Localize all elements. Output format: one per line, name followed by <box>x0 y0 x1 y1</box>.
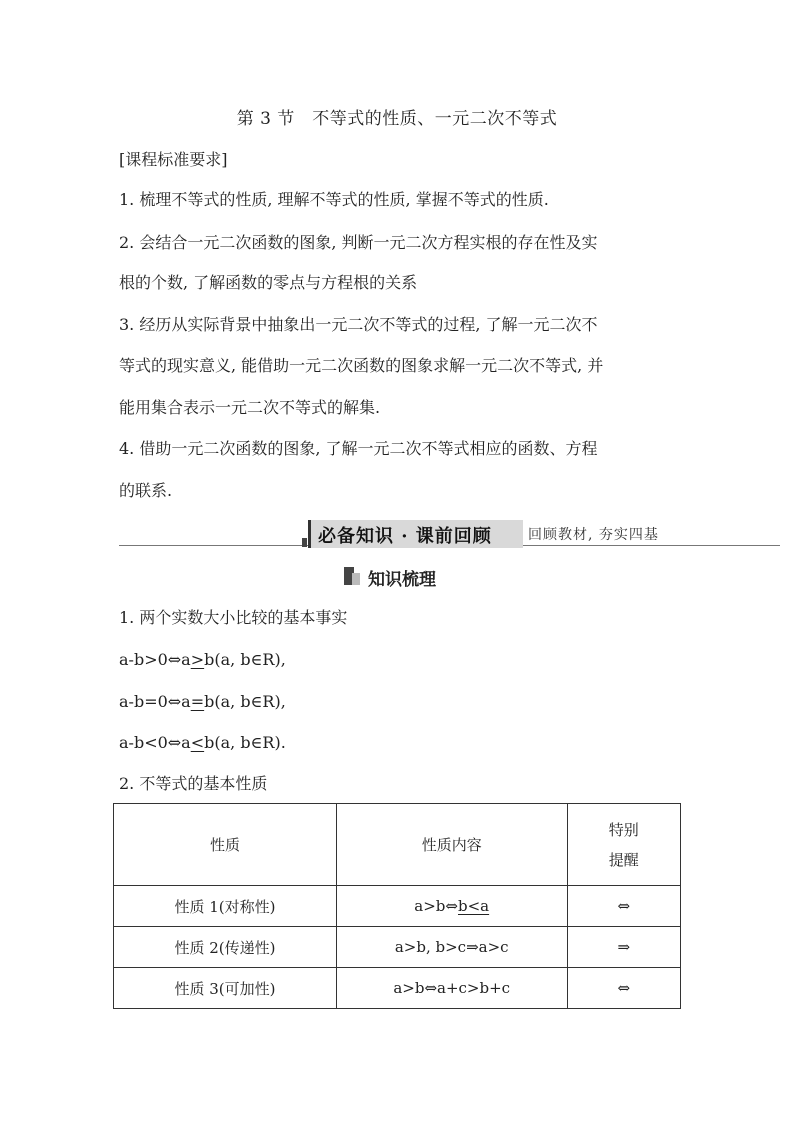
requirement-line: 的联系. <box>119 481 173 500</box>
table-header: 性质 <box>114 804 337 886</box>
banner-marker <box>302 538 307 547</box>
requirement-line: 等式的现实意义, 能借助一元二次函数的图象求解一元二次不等式, 并 <box>119 356 604 375</box>
table-row <box>114 968 681 1009</box>
property-note: ⇒ <box>567 927 681 968</box>
section-title: 知识梳理 <box>368 570 436 590</box>
properties-table <box>113 803 681 1009</box>
answer-blank: < <box>190 733 205 752</box>
property-content: a>b, b>c⇒a>c <box>336 927 567 968</box>
item1-heading: 1. 两个实数大小比较的基本事实 <box>119 608 348 627</box>
item2-heading: 2. 不等式的基本性质 <box>119 774 268 793</box>
section-icon <box>344 567 360 585</box>
table-header: 特别提醒 <box>567 804 681 886</box>
answer-blank: > <box>190 650 205 669</box>
banner-subtitle: 回顾教材, 夯实四基 <box>528 527 659 543</box>
comparison-row: a-b=0⇔a=b(a, b∈R), <box>119 692 286 711</box>
requirements-heading: [课程标准要求] <box>119 150 228 169</box>
requirement-line: 4. 借助一元二次函数的图象, 了解一元二次不等式相应的函数、方程 <box>119 439 598 458</box>
table-row <box>114 927 681 968</box>
property-name: 性质 3(可加性) <box>114 968 337 1009</box>
requirement-line: 1. 梳理不等式的性质, 理解不等式的性质, 掌握不等式的性质. <box>119 190 549 209</box>
requirement-line: 能用集合表示一元二次不等式的解集. <box>119 398 381 417</box>
requirement-line: 2. 会结合一元二次函数的图象, 判断一元二次方程实根的存在性及实 <box>119 233 598 252</box>
table-header: 性质内容 <box>336 804 567 886</box>
banner-label: 必备知识 · 课前回顾 <box>318 526 492 547</box>
property-content: a>b⇔b<a <box>336 886 567 927</box>
property-name: 性质 2(传递性) <box>114 927 337 968</box>
requirement-line: 3. 经历从实际背景中抽象出一元二次不等式的过程, 了解一元二次不 <box>119 315 598 334</box>
answer-blank: = <box>190 692 205 711</box>
page-title: 第 3 节 不等式的性质、一元二次不等式 <box>236 109 558 129</box>
comparison-row: a-b<0⇔a<b(a, b∈R). <box>119 733 286 752</box>
table-row <box>114 886 681 927</box>
property-note: ⇔ <box>567 886 681 927</box>
answer-blank: b<a <box>457 897 490 915</box>
property-content: a>b⇔a+c>b+c <box>336 968 567 1009</box>
property-name: 性质 1(对称性) <box>114 886 337 927</box>
comparison-row: a-b>0⇔a>b(a, b∈R), <box>119 650 286 669</box>
requirement-line: 根的个数, 了解函数的零点与方程根的关系 <box>119 273 418 292</box>
property-note: ⇔ <box>567 968 681 1009</box>
table-header-row <box>114 804 681 886</box>
